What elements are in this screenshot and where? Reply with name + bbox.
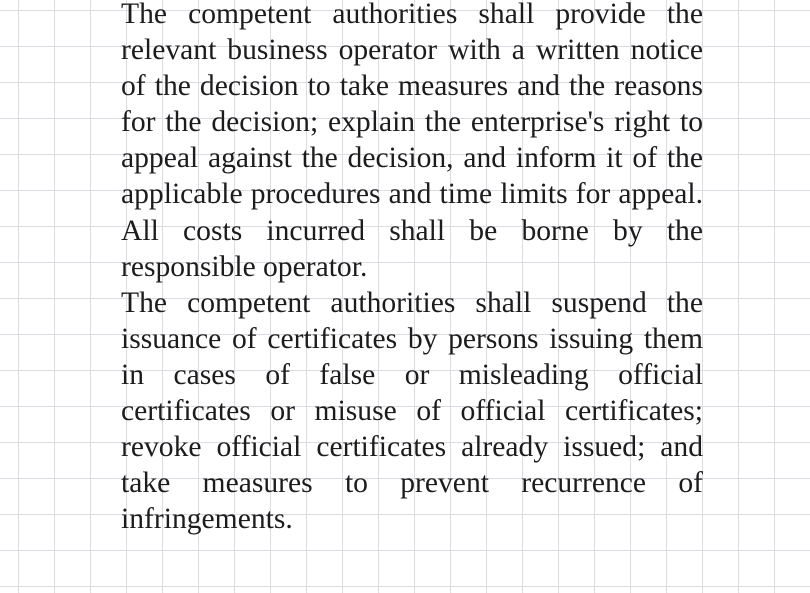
paragraph-notice-of-decision: The competent authorities shall provide the relevant business operator with a written notice of the decision to take measures and the reasons for the decision; explain the enterprise's right to appeal against the decision, and inform it of the applicable procedures and time limits for appeal. All costs incurred shall be borne by the responsible operator. (121, 0, 703, 283)
paragraph-suspend-certificates: The competent authorities shall suspend the issuance of certificates by persons issuing them in cases of false or misleading official certificates or misuse of official certificates; revoke official certificates already issued; and take measures to prevent recurrence of infringements. (121, 286, 703, 536)
document-page (121, 0, 703, 537)
